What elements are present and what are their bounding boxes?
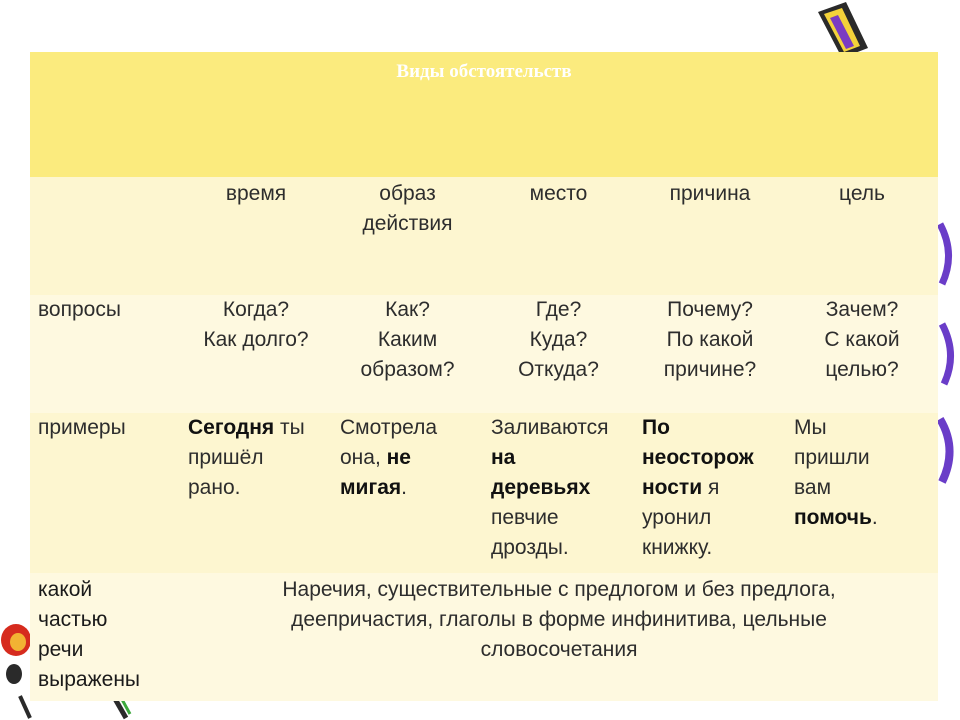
example-text: . bbox=[871, 506, 878, 529]
examples-row bbox=[30, 413, 938, 573]
example-text: ты bbox=[274, 416, 305, 439]
example-text: пришли bbox=[794, 446, 870, 469]
bold-word: Сегодня bbox=[188, 416, 275, 439]
header-row bbox=[30, 52, 938, 177]
bold-word: помочь bbox=[794, 506, 872, 529]
examples-label: примеры bbox=[30, 413, 180, 573]
question-line: причине? bbox=[663, 358, 757, 381]
parts-of-speech-row bbox=[30, 573, 938, 701]
questions-place bbox=[483, 295, 634, 413]
categories-row bbox=[30, 177, 938, 295]
bold-word: По bbox=[642, 416, 670, 439]
question-line: целью? bbox=[825, 358, 899, 381]
label-line: речи bbox=[38, 638, 84, 661]
category-purpose: цель bbox=[786, 177, 938, 295]
bold-word: ности bbox=[642, 476, 703, 499]
example-text: рано. bbox=[188, 476, 241, 499]
questions-label: вопросы bbox=[30, 295, 180, 413]
question-line: Зачем? bbox=[825, 298, 899, 321]
questions-time bbox=[180, 295, 332, 413]
example-text: я bbox=[702, 476, 720, 499]
question-line: Как долго? bbox=[203, 328, 309, 351]
pos-line: деепричастия, глаголы в форме инфинитива, цельные bbox=[291, 608, 827, 631]
category-place: место bbox=[483, 177, 634, 295]
adverbial-types-table bbox=[30, 52, 938, 701]
questions-row bbox=[30, 295, 938, 413]
category-manner-word1: образ bbox=[379, 182, 436, 205]
crayon-right-edge-icon bbox=[936, 214, 960, 514]
bold-word: деревьях bbox=[491, 476, 591, 499]
example-text: Заливаются bbox=[491, 416, 609, 439]
bold-word: не bbox=[386, 446, 411, 469]
question-line: Почему? bbox=[667, 298, 753, 321]
question-line: образом? bbox=[360, 358, 455, 381]
example-text: вам bbox=[794, 476, 832, 499]
question-line: Как? bbox=[385, 298, 430, 321]
example-purpose bbox=[786, 413, 938, 573]
example-text: певчие bbox=[491, 506, 559, 529]
question-line: Каким bbox=[377, 328, 438, 351]
category-manner-word2: действия bbox=[362, 212, 453, 235]
example-text: Мы bbox=[794, 416, 827, 439]
table-title: Виды обстоятельств bbox=[30, 52, 938, 177]
category-manner bbox=[332, 177, 483, 295]
category-time: время bbox=[180, 177, 332, 295]
parts-of-speech-label bbox=[30, 573, 180, 701]
question-line: Куда? bbox=[529, 328, 588, 351]
question-line: По какой bbox=[666, 328, 754, 351]
empty-corner-cell bbox=[30, 177, 180, 295]
example-text: . bbox=[401, 476, 407, 499]
example-manner bbox=[332, 413, 483, 573]
example-text: она, bbox=[340, 446, 387, 469]
questions-cause bbox=[634, 295, 786, 413]
example-cause bbox=[634, 413, 786, 573]
example-time bbox=[180, 413, 332, 573]
question-line: С какой bbox=[824, 328, 900, 351]
question-line: Когда? bbox=[222, 298, 290, 321]
pencil-top-right-icon bbox=[808, 0, 888, 60]
bold-word: неосторож bbox=[642, 446, 754, 469]
parts-of-speech-text bbox=[180, 573, 938, 701]
question-line: Откуда? bbox=[518, 358, 599, 381]
example-text: Смотрела bbox=[340, 416, 438, 439]
example-text: книжку. bbox=[642, 536, 713, 559]
question-line: Где? bbox=[535, 298, 582, 321]
bold-word: мигая bbox=[340, 476, 402, 499]
label-line: частью bbox=[38, 608, 108, 631]
example-text: уронил bbox=[642, 506, 712, 529]
pos-line: Наречия, существительные с предлогом и без предлога, bbox=[282, 578, 836, 601]
questions-manner bbox=[332, 295, 483, 413]
crayon-left-bottom-icon bbox=[0, 616, 34, 720]
example-place bbox=[483, 413, 634, 573]
example-text: дрозды. bbox=[491, 536, 569, 559]
label-line: какой bbox=[38, 578, 93, 601]
bold-word: на bbox=[491, 446, 516, 469]
pos-line: словосочетания bbox=[480, 638, 638, 661]
example-text: пришёл bbox=[188, 446, 264, 469]
questions-purpose bbox=[786, 295, 938, 413]
label-line: выражены bbox=[38, 668, 141, 691]
category-cause: причина bbox=[634, 177, 786, 295]
